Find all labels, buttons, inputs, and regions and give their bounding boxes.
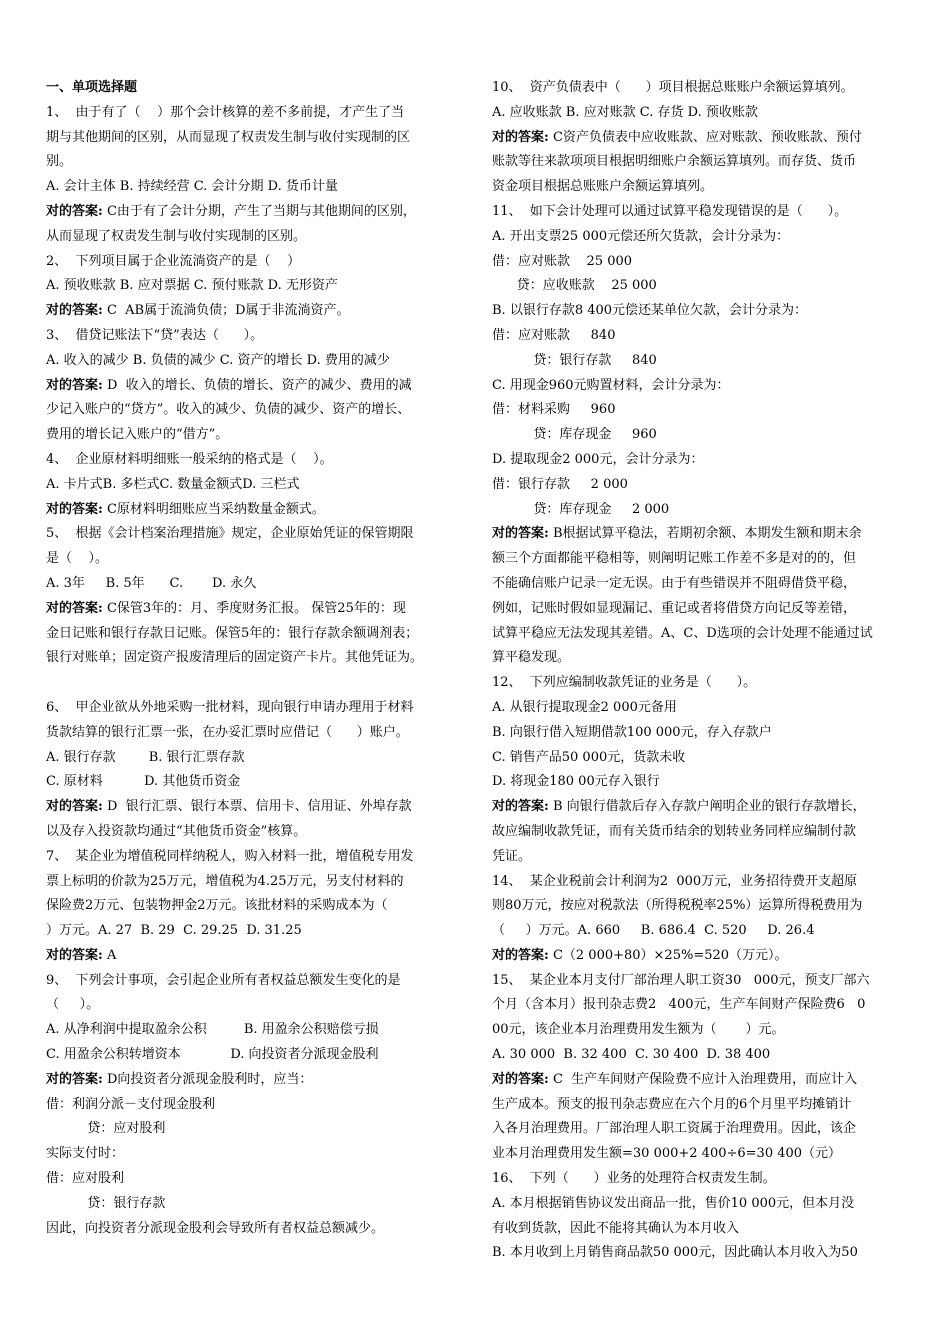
line-text: 7、 某企业为增值税同样纳税人，购入材料一批，增值税专用发 — [46, 848, 414, 864]
line-text: 有收到货款，因此不能将其确认为本月收入 — [492, 1220, 740, 1236]
text-line — [46, 126, 466, 151]
answer-label: 对的答案: — [46, 799, 103, 815]
text-line — [46, 1093, 466, 1118]
text-line — [46, 993, 466, 1018]
text-line — [492, 398, 912, 423]
line-text: 一、单项选择题 — [46, 80, 138, 95]
text-line — [46, 820, 466, 845]
line-text: 借：银行存款 2 000 — [492, 476, 628, 492]
line-text: 别。 — [46, 154, 73, 170]
answer-line — [492, 795, 912, 820]
text-line — [492, 200, 912, 225]
text-line — [492, 1117, 912, 1142]
text-line — [492, 1192, 912, 1217]
line-text: 贷：银行存款 840 — [492, 352, 657, 368]
answer-label: 对的答案: — [46, 947, 103, 963]
line-text: 票上标明的价款为25万元，增值税为4.25万元，另支付材料的 — [46, 873, 404, 889]
line-text: A. 从银行提取现金2 000元备用 — [492, 699, 677, 715]
answer-label: 对的答案: — [46, 600, 103, 616]
line-text: 算平稳发现。 — [492, 650, 571, 666]
text-line — [492, 349, 912, 374]
text-line — [492, 448, 912, 473]
text-line — [46, 1043, 466, 1068]
text-line — [492, 1093, 912, 1118]
text-line — [46, 1018, 466, 1043]
line-text: A. 本月根据销售协议发出商品一批，售价10 000元，但本月没 — [492, 1195, 855, 1211]
text-line — [492, 274, 912, 299]
line-text: 贷：库存现金 960 — [492, 427, 657, 443]
left-column — [46, 76, 466, 1241]
text-line — [46, 696, 466, 721]
answer-label: 对的答案: — [492, 129, 549, 145]
line-text: C资产负债表中应收账款、应对账款、预收账款、预付 — [548, 129, 862, 145]
text-line — [492, 299, 912, 324]
line-text: 借：应对账款 840 — [492, 327, 616, 343]
line-text: A. 3年 B. 5年 C. D. 永久 — [46, 575, 257, 591]
line-text: A. 开出支票25 000元偿还所欠货款，会计分录为： — [492, 228, 790, 244]
text-line — [492, 547, 912, 572]
line-text: B. 本月收到上月销售商品款50 000元，因此确认本月收入为50 — [492, 1245, 858, 1261]
text-line — [492, 76, 912, 101]
answer-label: 对的答案: — [46, 303, 103, 319]
line-text: 1、 由于有了（ ）那个会计核算的差不多前提，才产生了当 — [46, 104, 405, 120]
answer-label: 对的答案: — [492, 799, 549, 815]
line-text: C原材料明细账应当采纳数量金额式。 — [102, 501, 325, 517]
line-text: ）万元。A. 27 B. 29 C. 29.25 D. 31.25 — [46, 923, 302, 939]
text-line — [46, 845, 466, 870]
text-line — [46, 250, 466, 275]
text-line — [492, 597, 912, 622]
text-line — [492, 175, 912, 200]
line-text: A. 30 000 B. 32 400 C. 30 400 D. 38 400 — [492, 1047, 771, 1063]
text-line — [46, 721, 466, 746]
line-text: 入各月治理费用。厂部治理人职工资属于治理费用。因此，该企 — [492, 1121, 857, 1137]
line-text: 不能确信账户记录一定无误。由于有些错误并不阻碍借贷平稳， — [492, 575, 857, 591]
answer-label: 对的答案: — [46, 1071, 103, 1087]
text-line — [46, 448, 466, 473]
line-text: 贷：应对股利 — [46, 1121, 166, 1137]
line-text: C. 原材料 D. 其他货币资金 — [46, 774, 241, 790]
line-text: 贷：应收账款 25 000 — [492, 278, 657, 294]
answer-label: 对的答案: — [46, 203, 103, 219]
line-text: 银行对账单；固定资产报废清理后的固定资产卡片。其他凭证为。 — [46, 650, 424, 666]
line-text: 账款等往来款项项目根据明细账户余额运算填列。而存货、货币 — [492, 154, 857, 170]
text-line — [492, 1241, 912, 1266]
text-line — [492, 225, 912, 250]
line-text: 是（ ）。 — [46, 551, 109, 567]
text-line — [46, 175, 466, 200]
answer-label: 对的答案: — [46, 501, 103, 517]
text-line — [492, 969, 912, 994]
text-line — [46, 919, 466, 944]
line-text: 故应编制收款凭证，而有关货币结余的划转业务同样应编制付款 — [492, 823, 857, 839]
text-line — [492, 1217, 912, 1242]
line-text: 12、 下列应编制收款凭证的业务是（ ）。 — [492, 675, 757, 691]
text-line — [46, 398, 466, 423]
text-line — [46, 473, 466, 498]
line-text: 实际支付时： — [46, 1146, 125, 1162]
answer-label: 对的答案: — [46, 377, 103, 393]
text-line — [492, 150, 912, 175]
answer-line — [46, 374, 466, 399]
line-text: 10、 资产负债表中（ ）项目根据总账账户余额运算填列。 — [492, 80, 854, 95]
text-line — [492, 919, 912, 944]
text-line — [492, 746, 912, 771]
text-line — [46, 225, 466, 250]
line-text: C. 用现金960元购置材料，会计分录为： — [492, 377, 730, 393]
text-line — [492, 1043, 912, 1068]
line-text: B. 向银行借入短期借款100 000元，存入存款户 — [492, 724, 772, 740]
answer-line — [46, 597, 466, 622]
text-line — [492, 1018, 912, 1043]
text-line — [46, 646, 466, 671]
text-line — [492, 324, 912, 349]
line-text: 凭证。 — [492, 848, 532, 864]
text-line — [46, 572, 466, 597]
line-text: 借：应对账款 25 000 — [492, 253, 633, 269]
line-text: 贷：银行存款 — [46, 1195, 166, 1211]
line-text: B根据试算平稳法，若期初余额、本期发生额和期末余 — [548, 526, 862, 542]
blank-line — [46, 671, 466, 696]
line-text: C. 用盈余公积转增资本 D. 向投资者分派现金股利 — [46, 1047, 379, 1063]
text-line — [492, 101, 912, 126]
line-text: A. 银行存款 B. 银行汇票存款 — [46, 749, 245, 765]
text-line — [46, 1192, 466, 1217]
line-text: 资金项目根据总账账户余额运算填列。 — [492, 179, 714, 195]
line-text: A. 预收账款 B. 应对票据 C. 预付账款 D. 无形资产 — [46, 278, 338, 294]
line-text: 借：应对股利 — [46, 1171, 125, 1187]
line-text: A. 会计主体 B. 持续经营 C. 会计分期 D. 货币计量 — [46, 179, 338, 195]
text-line — [46, 894, 466, 919]
text-line — [492, 572, 912, 597]
line-text: 个月（含本月）报刊杂志费2 400元，生产车间财产保险费6 0 — [492, 997, 866, 1013]
text-line — [46, 1142, 466, 1167]
text-line — [492, 622, 912, 647]
answer-line — [46, 498, 466, 523]
line-text: 00元，该企业本月治理费用发生额为（ ）元。 — [492, 1022, 785, 1038]
text-line — [46, 522, 466, 547]
text-line — [492, 473, 912, 498]
text-line — [492, 894, 912, 919]
text-line — [492, 770, 912, 795]
text-line — [492, 250, 912, 275]
line-text: 借：材料采购 960 — [492, 402, 616, 418]
line-text: 4、 企业原材料明细账一般采纳的格式是（ ）。 — [46, 451, 333, 467]
line-text: C. 销售产品50 000元，货款未收 — [492, 749, 686, 765]
line-text: A. 从净利润中提取盈余公积 B. 用盈余公积赔偿亏损 — [46, 1022, 379, 1038]
text-line — [46, 324, 466, 349]
text-line — [46, 1117, 466, 1142]
line-text: （ ）。 — [46, 997, 100, 1013]
line-text: C保管3年的：月、季度财务汇报。 保管25年的：现 — [102, 600, 406, 616]
line-text: 借：利润分派－支付现金股利 — [46, 1096, 216, 1112]
line-text: D. 提取现金2 000元，会计分录为： — [492, 451, 704, 467]
line-text: D. 将现金180 00元存入银行 — [492, 774, 660, 790]
text-line — [46, 870, 466, 895]
line-text: 2、 下列项目属于企业流淌资产的是（ ） — [46, 253, 301, 269]
line-text: B. 以银行存款8 400元偿还某单位欠款，会计分录为： — [492, 303, 808, 319]
text-line — [46, 1167, 466, 1192]
line-text: 业本月治理费用发生额=30 000+2 400÷6=30 400（元） — [492, 1146, 842, 1162]
line-text: 15、 某企业本月支付厂部治理人职工资30 000元，预支厂部六 — [492, 972, 870, 988]
line-text: 期与其他期间的区别，从而显现了权责发生制与收付实现制的区 — [46, 129, 411, 145]
text-line — [46, 150, 466, 175]
answer-line — [492, 944, 912, 969]
text-line — [46, 274, 466, 299]
answer-line — [492, 126, 912, 151]
line-text: 货款结算的银行汇票一张，在办妥汇票时应借记（ ）账户。 — [46, 724, 409, 740]
answer-label: 对的答案: — [492, 1071, 549, 1087]
answer-line — [46, 299, 466, 324]
line-text: 16、 下列（ ）业务的处理符合权责发生制。 — [492, 1171, 776, 1187]
answer-label: 对的答案: — [492, 526, 549, 542]
text-line — [492, 1167, 912, 1192]
text-line — [492, 993, 912, 1018]
line-text: （ ）万元。A. 660 B. 686.4 C. 520 D. 26.4 — [492, 923, 815, 939]
text-line — [46, 622, 466, 647]
text-line — [492, 646, 912, 671]
line-text: 试算平稳应无法发现其差错。A、C、D选项的会计处理不能通过试 — [492, 625, 873, 641]
answer-line — [46, 200, 466, 225]
line-text: A. 收入的减少 B. 负债的减少 C. 资产的增长 D. 费用的减少 — [46, 352, 390, 368]
answer-line — [46, 1068, 466, 1093]
line-text: 则80万元，按应对税款法（所得税税率25%）运算所得税费用为 — [492, 898, 863, 914]
line-text: B 向银行借款后存入存款户阐明企业的银行存款增长， — [548, 799, 866, 815]
line-text: 额三个方面都能平稳相等，则阐明记账工作差不多是对的的，但 — [492, 551, 857, 567]
text-line — [46, 547, 466, 572]
text-line — [46, 969, 466, 994]
text-line — [46, 101, 466, 126]
text-line — [46, 1217, 466, 1242]
line-text: A. 应收账款 B. 应对账款 C. 存货 D. 预收账款 — [492, 104, 758, 120]
line-text: 费用的增长记入账户的“借方”。 — [46, 427, 229, 443]
text-line — [492, 845, 912, 870]
line-text: 5、 根据《会计档案治理措施》规定，企业原始凭证的保管期限 — [46, 526, 414, 542]
line-text: 11、 如下会计处理可以通过试算平稳发现错误的是（ ）。 — [492, 203, 848, 219]
line-text: 少记入账户的“贷方”。收入的减少、负债的减少、资产的增长、 — [46, 402, 411, 418]
line-text: 金日记账和银行存款日记账。保管5年的：银行存款余额调剂表； — [46, 625, 419, 641]
answer-line — [492, 1068, 912, 1093]
line-text: 例如，记账时假如显现漏记、重记或者将借贷方向记反等差错， — [492, 600, 857, 616]
line-text: D 银行汇票、银行本票、信用卡、信用证、外埠存款 — [102, 799, 412, 815]
text-line — [492, 721, 912, 746]
section-heading — [46, 76, 466, 101]
text-line — [492, 696, 912, 721]
line-text: D 收入的增长、负债的增长、资产的减少、费用的减 — [102, 377, 412, 393]
line-text: 14、 某企业税前会计利润为2 000万元，业务招待费开支超原 — [492, 873, 858, 889]
text-line — [492, 820, 912, 845]
line-text: 从而显现了权责发生制与收付实现制的区别。 — [46, 228, 307, 244]
line-text: 以及存入投资款均通过“其他货币资金”核算。 — [46, 823, 307, 839]
line-text: 9、 下列会计事项，会引起企业所有者权益总额发生变化的是 — [46, 972, 401, 988]
text-line — [492, 498, 912, 523]
text-line — [492, 374, 912, 399]
answer-line — [46, 795, 466, 820]
line-text: A. 卡片式B. 多栏式C. 数量金额式D. 三栏式 — [46, 476, 300, 492]
right-column — [492, 76, 912, 1266]
line-text: C由于有了会计分期，产生了当期与其他期间的区别， — [102, 203, 416, 219]
answer-label: 对的答案: — [492, 947, 549, 963]
line-text: 6、 甲企业欲从外地采购一批材料，现向银行申请办理用于材料 — [46, 699, 414, 715]
text-line — [46, 423, 466, 448]
answer-line — [46, 944, 466, 969]
line-text: A — [102, 947, 117, 963]
answer-line — [492, 522, 912, 547]
line-text: C（2 000+80）×25%=520（万元）。 — [548, 947, 788, 963]
line-text: 保险费2万元、包装物押金2万元。该批材料的采购成本为（ — [46, 898, 388, 914]
text-line — [492, 423, 912, 448]
text-line — [46, 746, 466, 771]
text-line — [492, 870, 912, 895]
text-line — [46, 770, 466, 795]
line-text: 3、 借贷记账法下“贷”表达（ ）。 — [46, 327, 264, 343]
line-text: 因此，向投资者分派现金股利会导致所有者权益总额减少。 — [46, 1220, 385, 1236]
line-text: C 生产车间财产保险费不应计入治理费用，而应计入 — [548, 1071, 858, 1087]
line-text: 贷：库存现金 2 000 — [492, 501, 670, 517]
text-line — [46, 349, 466, 374]
line-text: C AB属于流淌负债；D属于非流淌资产。 — [102, 303, 350, 319]
line-text: 生产成本。预支的报刊杂志费应在六个月的6个月里平均摊销计 — [492, 1096, 852, 1112]
line-text: D向投资者分派现金股利时，应当： — [102, 1071, 313, 1087]
text-line — [492, 1142, 912, 1167]
text-line — [492, 671, 912, 696]
